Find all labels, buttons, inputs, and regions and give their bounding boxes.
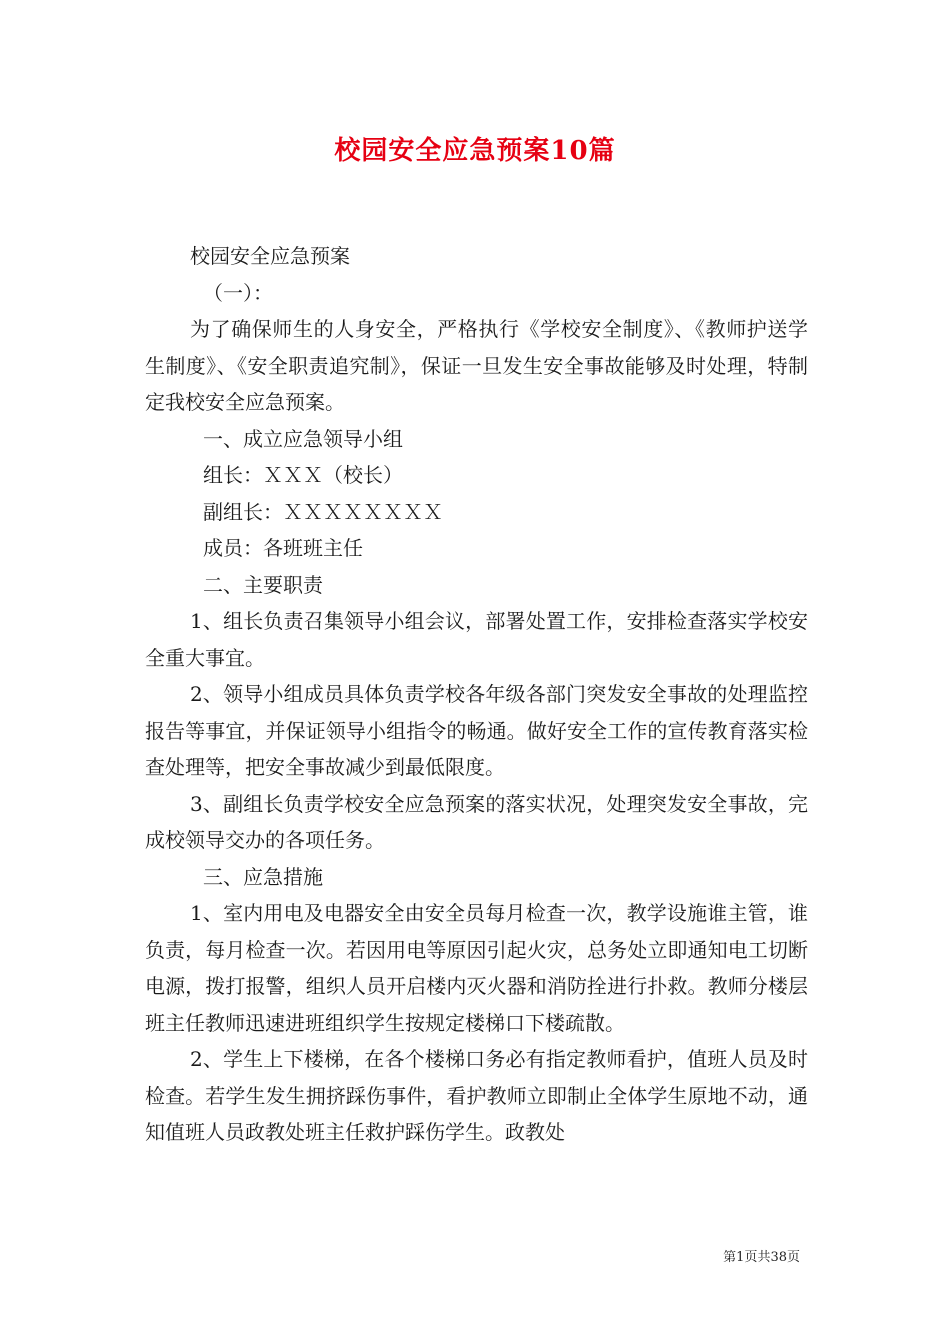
paragraph-intro: 为了确保师生的人身安全，严格执行《学校安全制度》、《教师护送学生制度》、《安全职责追究制》，保证一旦发生安全事故能够及时处理，特制定我校安全应急预案。 bbox=[145, 317, 808, 414]
leader-line: 组长：ＸＸＸ（校长） bbox=[203, 463, 403, 487]
duty-item-3: 3、副组长负责学校安全应急预案的落实状况，处理突发安全事故，完成校领导交办的各项任务。 bbox=[145, 791, 808, 852]
subsection-label: （一）： bbox=[203, 280, 273, 305]
heading-emergency-measures: 三、应急措施 bbox=[203, 864, 323, 889]
measure-item-2: 2、学生上下楼梯，在各个楼梯口务必有指定教师看护，值班人员及时检查。若学生发生拥挤踩伤事件，看护教师立即制止全体学生原地不动，通知值班人员政教处班主任救护踩伤学生。政教处 bbox=[145, 1047, 808, 1144]
members-line: 成员：各班班主任 bbox=[203, 536, 363, 560]
heading-main-duties: 二、主要职责 bbox=[203, 572, 323, 597]
duty-item-1: 1、组长负责召集领导小组会议，部署处置工作，安排检查落实学校安全重大事宜。 bbox=[145, 609, 808, 670]
heading-leadership-group: 一、成立应急领导小组 bbox=[203, 426, 403, 451]
duty-item-2: 2、领导小组成员具体负责学校各年级各部门突发安全事故的处理监控报告等事宜，并保证领导小组指令的畅通。做好安全工作的宣传教育落实检查处理等，把安全事故减少到最低限度。 bbox=[145, 682, 808, 779]
page-number: 第1页共38页 bbox=[723, 1250, 800, 1265]
measure-item-1: 1、室内用电及电器安全由安全员每月检查一次，教学设施谁主管，谁负责，每月检查一次。若因用电等原因引起火灾，总务处立即通知电工切断电源，拨打报警，组织人员开启楼内灭火器和消防拴进行扑救。教师分楼层班主任教师迅速进班组织学生按规定楼梯口下楼疏散。 bbox=[145, 901, 808, 1035]
document-title: 校园安全应急预案10篇 bbox=[334, 136, 616, 166]
document-body bbox=[145, 238, 808, 1151]
section-heading: 校园安全应急预案 bbox=[190, 244, 350, 268]
deputy-leader-line: 副组长：ＸＸＸＸＸＸＸＸ bbox=[203, 499, 443, 524]
